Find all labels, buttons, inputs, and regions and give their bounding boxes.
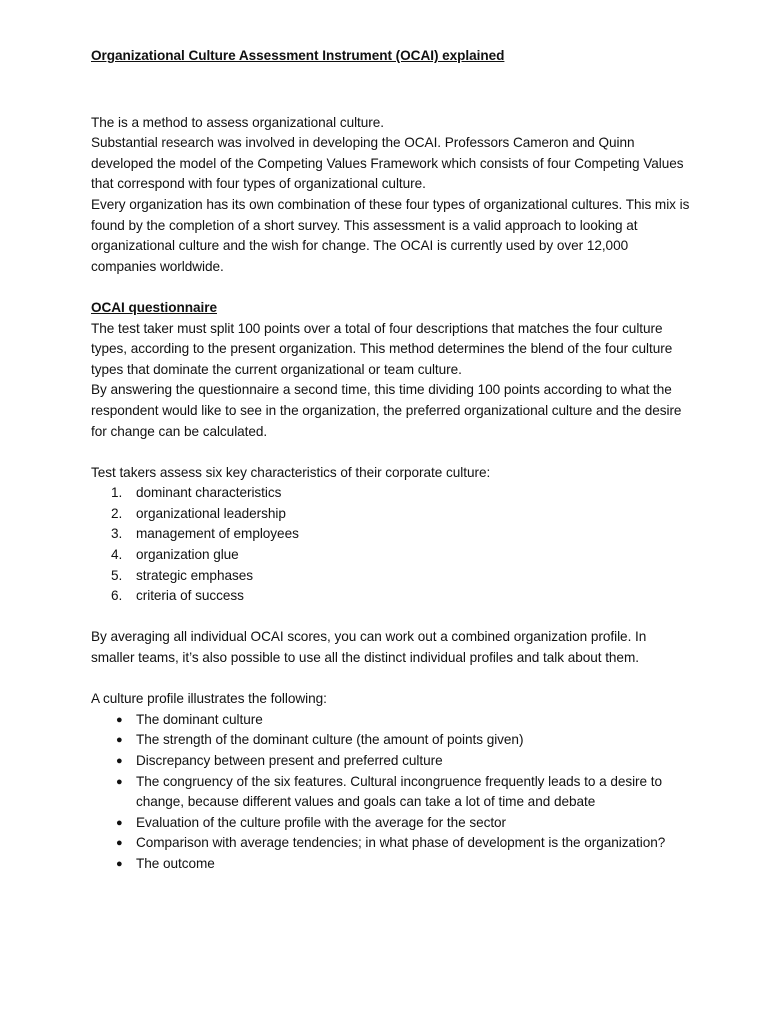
list-item (91, 833, 691, 854)
list-item-text: management of employees (136, 526, 299, 542)
questionnaire-paragraph-2: By answering the questionnaire a second time, this time dividing 100 points according to what the respondent would like to see in the organization, the preferred organizational culture and the desire for change can be calculated. (91, 382, 682, 439)
list-item (91, 545, 691, 566)
bullet-icon: ● (116, 713, 123, 726)
questionnaire-heading: OCAI questionnaire (91, 299, 217, 315)
intro-paragraph-3: Every organization has its own combination of these four types of organizational cultures. This mix is found by the completion of a short survey. This assessment is a valid approach to looking at organizational culture and the wish for change. The OCAI is currently used by over 12,000 companies worldwide. (91, 196, 690, 274)
bullet-icon: ● (116, 816, 123, 829)
list-item-text: criteria of success (136, 588, 244, 604)
list-item (91, 751, 691, 772)
list-item (91, 586, 691, 607)
spacer (91, 669, 691, 690)
bullet-icon: ● (116, 734, 123, 747)
list-number: 5. (111, 567, 123, 583)
list-item-text: The congruency of the six features. Cultural incongruence frequently leads to a desire to change, because different values and goals can take a lot of time and debate (136, 773, 663, 810)
list-item-text: The outcome (136, 855, 215, 871)
document-page (91, 46, 691, 875)
list-item-text: organizational leadership (136, 505, 286, 521)
list-item-text: The dominant culture (136, 711, 263, 727)
characteristics-list (91, 483, 691, 607)
list-number: 1. (111, 485, 123, 501)
bullet-icon: ● (116, 837, 123, 850)
intro-paragraph-1: The is a method to assess organizational culture. (91, 114, 384, 130)
list-item (91, 504, 691, 525)
list-item (91, 710, 691, 731)
list-item-text: strategic emphases (136, 567, 253, 583)
list-item-text: Discrepancy between present and preferred culture (136, 753, 443, 768)
spacer (91, 277, 691, 298)
list-item (91, 730, 691, 751)
list-item (91, 854, 691, 875)
bullet-icon: ● (116, 775, 123, 788)
intro-paragraph-2: Substantial research was involved in developing the OCAI. Professors Cameron and Quinn developed the model of the Competing Values Framework which consists of four Competing Values that correspond with four types of organizational culture. (91, 135, 684, 192)
averaging-paragraph: By averaging all individual OCAI scores, you can work out a combined organization profile. In smaller teams, it’s also possible to use all the distinct individual profiles and talk about them. (91, 629, 647, 666)
list-number: 3. (111, 526, 123, 542)
list-item (91, 524, 691, 545)
list-item-text: Comparison with average tendencies; in what phase of development is the organization? (136, 835, 666, 851)
bullet-icon: ● (116, 857, 123, 870)
list-item-text: The strength of the dominant culture (the amount of points given) (136, 732, 524, 748)
profile-list (91, 710, 691, 875)
characteristics-intro: Test takers assess six key characteristics of their corporate culture: (91, 464, 491, 480)
spacer (91, 67, 691, 113)
list-item-text: organization glue (136, 547, 239, 563)
list-item-text: Evaluation of the culture profile with the average for the sector (136, 814, 507, 830)
list-item (91, 483, 691, 504)
list-number: 6. (111, 588, 123, 604)
questionnaire-paragraph-1: The test taker must split 100 points over a total of four descriptions that matches the four culture types, according to the present organization. This method determines the blend of the four culture types that dominate the current organizational or team culture. (91, 320, 673, 377)
list-item (91, 566, 691, 587)
list-item-text: dominant characteristics (136, 485, 282, 501)
document-title: Organizational Culture Assessment Instrument (OCAI) explained (91, 48, 505, 63)
list-number: 2. (111, 505, 123, 521)
list-item (91, 813, 691, 834)
spacer (91, 607, 691, 628)
bullet-icon: ● (116, 755, 123, 767)
spacer (91, 442, 691, 463)
list-item (91, 772, 691, 813)
list-number: 4. (111, 547, 123, 563)
profile-intro: A culture profile illustrates the following: (91, 691, 327, 707)
